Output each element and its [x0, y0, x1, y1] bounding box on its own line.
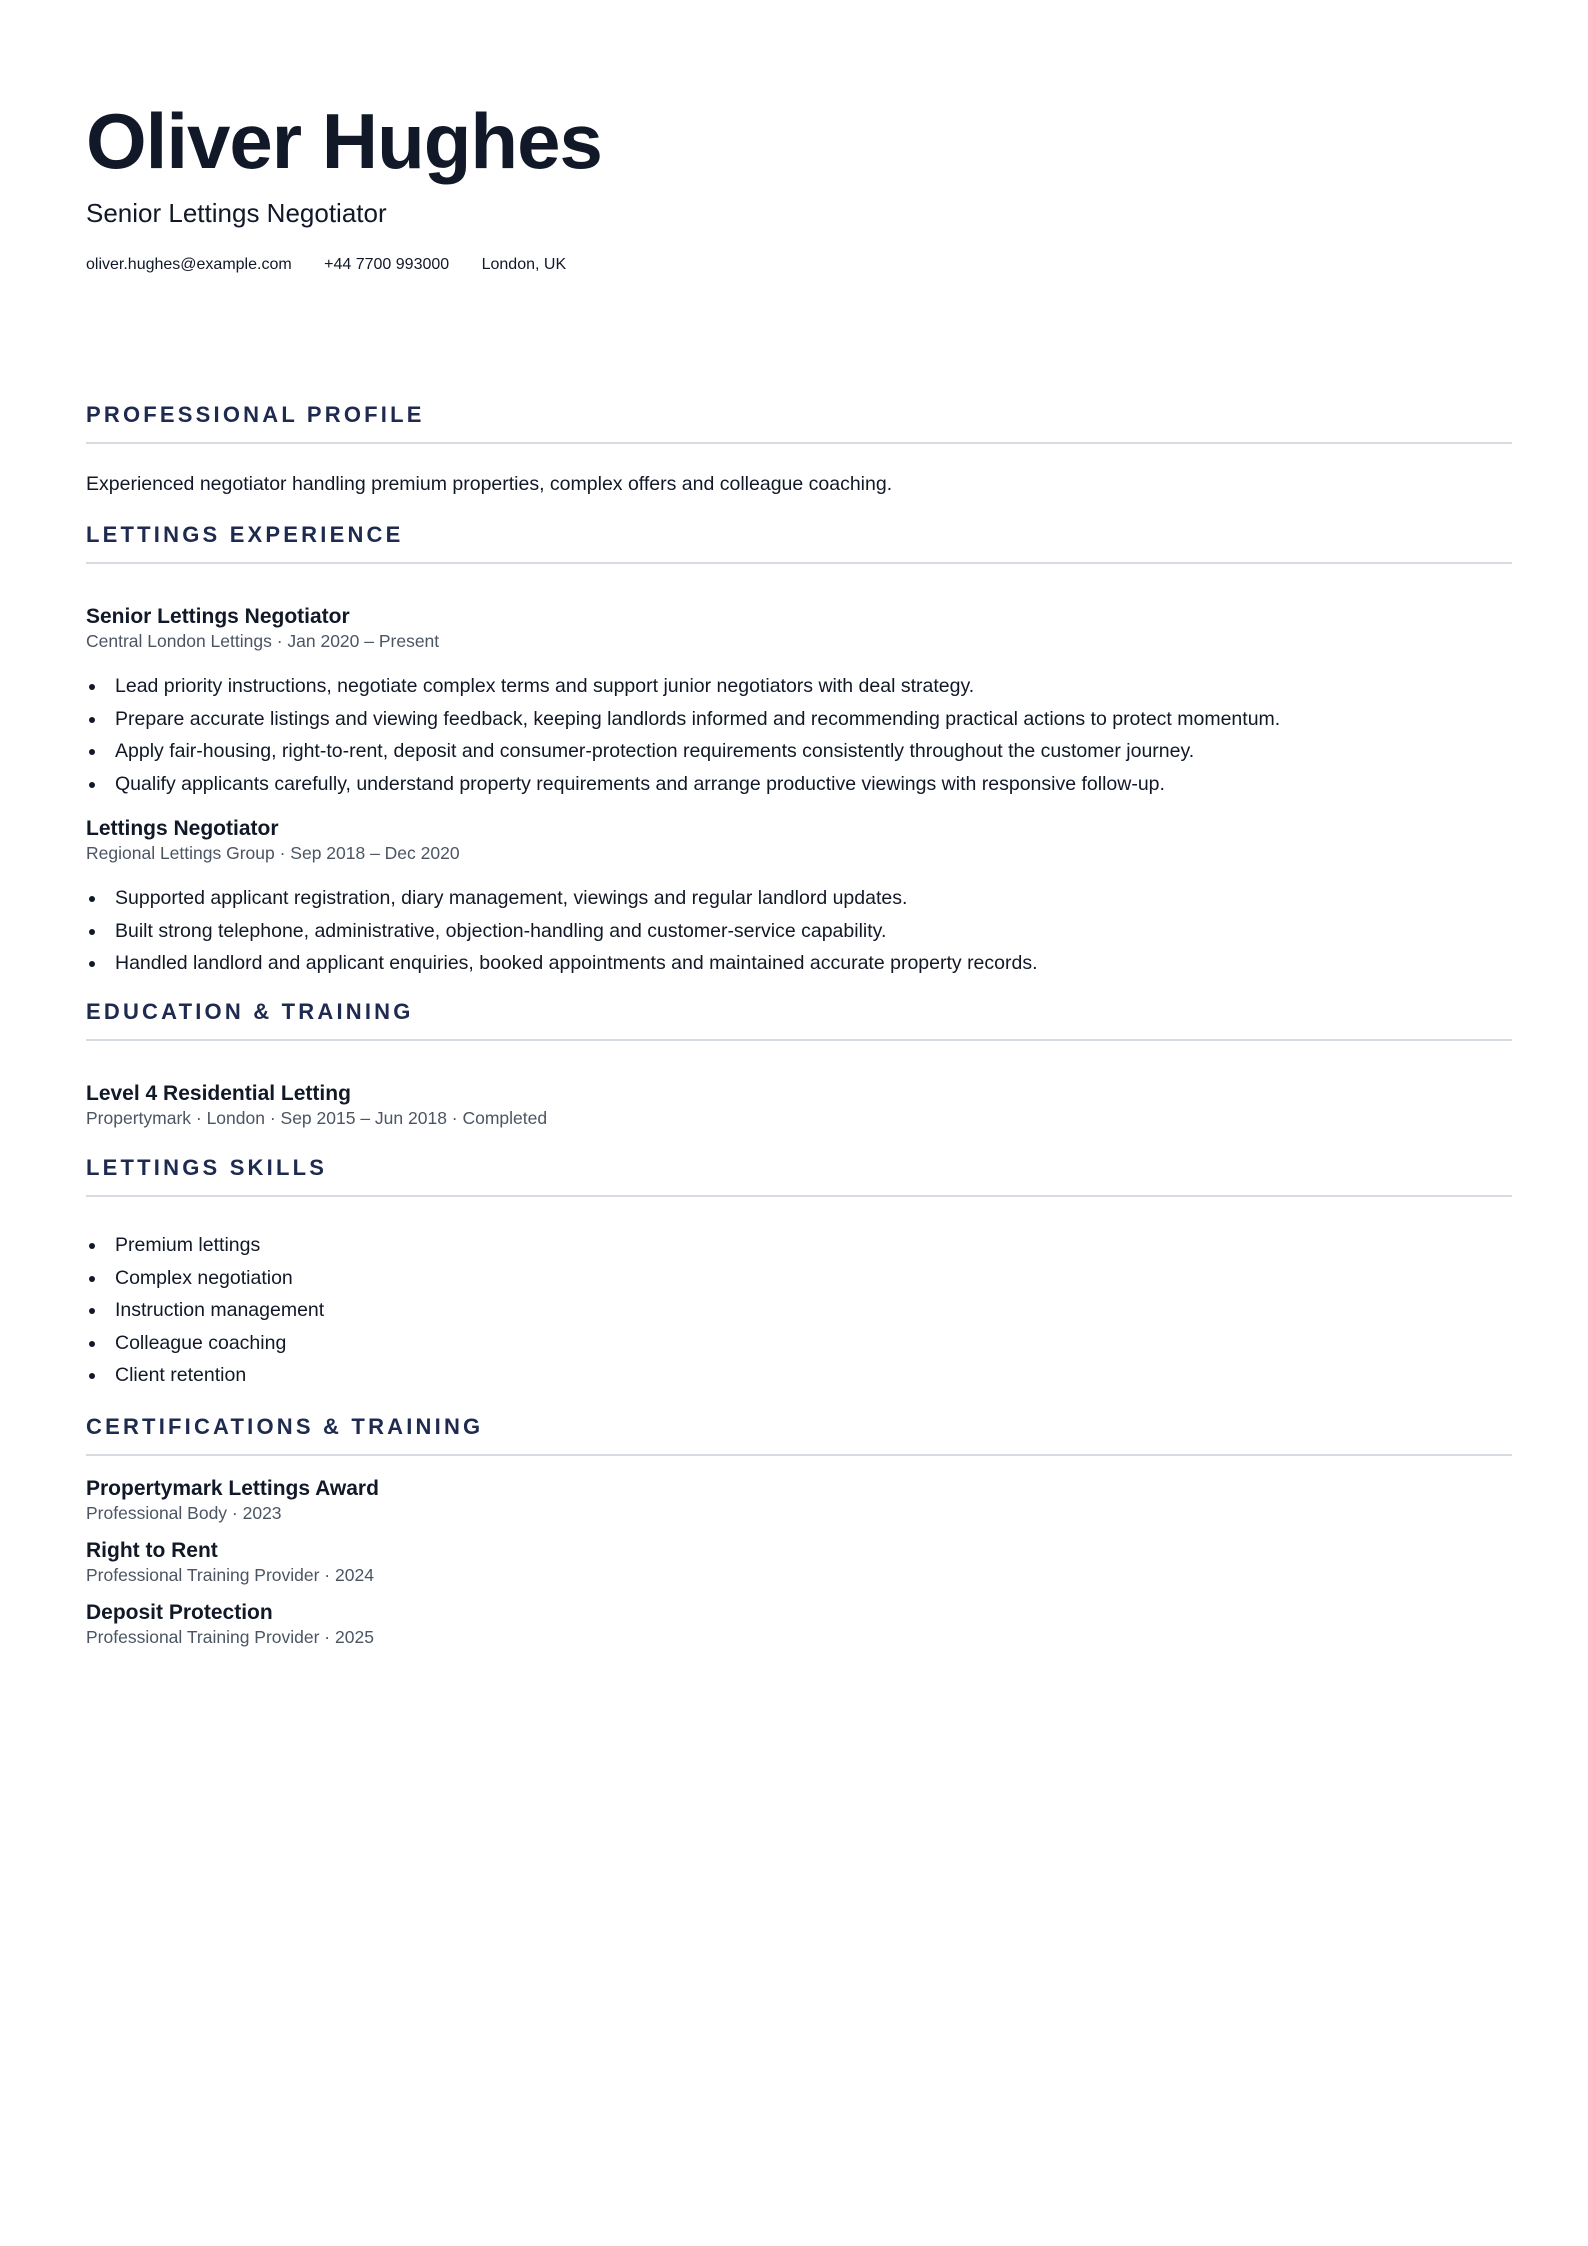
contact-line	[86, 254, 594, 276]
list-item: Built strong telephone, administrative, objection-handling and customer-service capability.	[86, 915, 1512, 948]
list-item: Premium lettings	[86, 1229, 1512, 1262]
contact-location: London, UK	[481, 256, 567, 273]
list-item: Qualify applicants carefully, understand property requirements and arrange productive viewings with responsive follow-up.	[86, 768, 1512, 801]
section-heading: LETTINGS EXPERIENCE	[86, 520, 1512, 564]
list-item: Complex negotiation	[86, 1262, 1512, 1295]
candidate-name: Oliver Hughes	[86, 97, 602, 185]
certification-meta: Professional Body · 2023	[86, 1503, 282, 1523]
section-profile	[86, 400, 1512, 498]
certification-entry	[86, 1600, 1512, 1648]
education-entry	[86, 1081, 1512, 1129]
section-heading: CERTIFICATIONS & TRAINING	[86, 1412, 1512, 1456]
section-skills	[86, 1153, 1512, 1392]
job-bullets	[86, 670, 1512, 800]
certification-meta: Professional Training Provider · 2025	[86, 1627, 374, 1647]
job-bullets	[86, 882, 1512, 980]
education-meta: Propertymark · London · Sep 2015 – Jun 2018 · Completed	[86, 1108, 548, 1128]
profile-text: Experienced negotiator handling premium properties, complex offers and colleague coaching.	[86, 473, 893, 495]
list-item: Instruction management	[86, 1294, 1512, 1327]
contact-email: oliver.hughes@example.com	[86, 256, 292, 273]
list-item: Prepare accurate listings and viewing feedback, keeping landlords informed and recommending practical actions to protect momentum.	[86, 703, 1512, 736]
contact-phone: +44 7700 993000	[324, 256, 450, 273]
education-title: Level 4 Residential Letting	[86, 1082, 351, 1105]
list-item: Client retention	[86, 1359, 1512, 1392]
section-education	[86, 997, 1512, 1129]
job-entry	[86, 816, 1512, 980]
candidate-title: Senior Lettings Negotiator	[86, 198, 387, 228]
list-item: Supported applicant registration, diary management, viewings and regular landlord updates.	[86, 882, 1512, 915]
certification-title: Deposit Protection	[86, 1601, 273, 1624]
certification-title: Right to Rent	[86, 1539, 218, 1562]
list-item: Apply fair-housing, right-to-rent, deposit and consumer-protection requirements consistently throughout the customer journey.	[86, 735, 1512, 768]
certification-entry	[86, 1538, 1512, 1586]
job-entry	[86, 604, 1512, 800]
section-heading: LETTINGS SKILLS	[86, 1153, 1512, 1197]
section-heading: PROFESSIONAL PROFILE	[86, 400, 1512, 444]
job-meta: Regional Lettings Group · Sep 2018 – Dec 2020	[86, 843, 460, 863]
job-title: Senior Lettings Negotiator	[86, 605, 350, 628]
skills-list	[86, 1229, 1512, 1392]
list-item: Lead priority instructions, negotiate complex terms and support junior negotiators with deal strategy.	[86, 670, 1512, 703]
section-heading: EDUCATION & TRAINING	[86, 997, 1512, 1041]
job-meta: Central London Lettings · Jan 2020 – Present	[86, 631, 440, 651]
certification-meta: Professional Training Provider · 2024	[86, 1565, 374, 1585]
list-item: Colleague coaching	[86, 1327, 1512, 1360]
list-item: Handled landlord and applicant enquiries, booked appointments and maintained accurate property records.	[86, 947, 1512, 980]
certification-entry	[86, 1476, 1512, 1524]
certification-title: Propertymark Lettings Award	[86, 1477, 379, 1500]
section-certifications	[86, 1412, 1512, 1648]
section-experience	[86, 520, 1512, 980]
job-title: Lettings Negotiator	[86, 817, 279, 840]
